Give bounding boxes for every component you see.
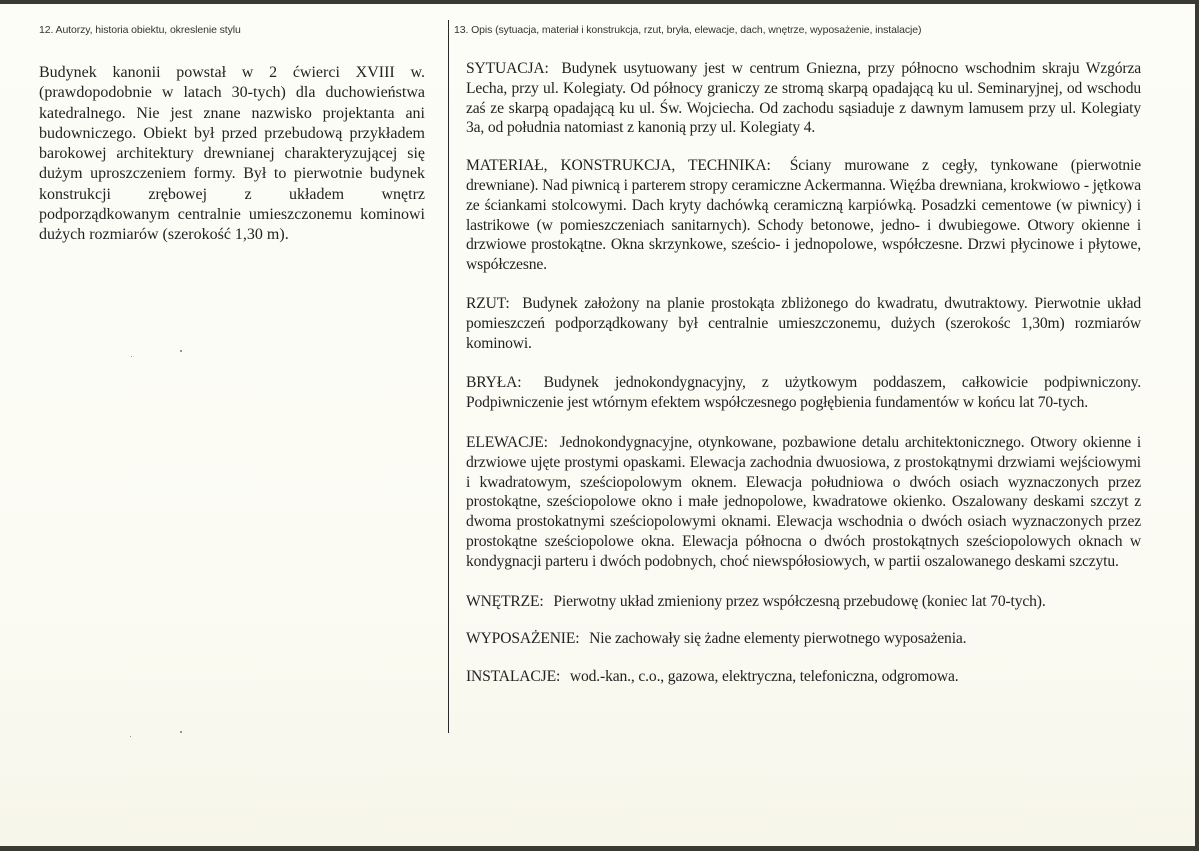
- section-text: Ściany murowane z cegły, tynkowane (pierwotnie drewniane). Nad piwnicą i parterem stropy ceramiczne Ackermanna. Więźba drewniana, krokwiowo - jętkowa ze ściankami stolcowymi. Dach kryty dachówką ceramiczną karpiówką. Posadzki cementowe (w piwnicy) i lastrikowe (w pomieszczeniach sanitarnych). Schody betonowe, jedno- i dwubiegowe. Otwory okienne i drzwiowe prostokątne. Okna skrzynkowe, sześcio- i jednopolowe, współczesne. Drzwi płycinowe i płytowe, współczesne.: [466, 157, 1142, 274]
- scan-speck: [130, 736, 131, 737]
- section-instalacje: [466, 667, 1141, 687]
- section-sytuacja: [466, 59, 1141, 138]
- section-heading: RZUT:: [466, 294, 510, 312]
- section-text: Pierwotny układ zmieniony przez współczesną przebudowę (koniec lat 70-tych).: [553, 592, 1046, 610]
- section-rzut: [466, 294, 1141, 353]
- scan-speck: [180, 350, 182, 352]
- section-wyposazenie: [466, 629, 1141, 649]
- section-text: Budynek usytuowany jest w centrum Gniezna, przy północno wschodnim skraju Wzgórza Lecha, przy ul. Kolegiaty. Od północy graniczy ze stromą skarpą opadającą ku ul. Seminaryjnej, od wschodu zaś ze skarpą opadającą ku ul. Św. Wojciecha. Od zachodu sąsiaduje z dawnym lamusem przy ul. Kolegiaty 3a, od południa natomiast z kanonią przy ul. Kolegiaty 4.: [466, 60, 1141, 137]
- field-13-label: 13. Opis (sytuacja, materiał i konstrukcja, rzut, bryła, elewacje, dach, wnętrze, wyposażenie, instalacje): [454, 24, 922, 36]
- section-elewacje: [466, 433, 1141, 572]
- section-text: Jednokondygnacyjne, otynkowane, pozbawione detalu architektonicznego. Otwory okienne i drzwiowe ujęte prostymi opaskami. Elewacja zachodnia dwuosiowa, z prostokątnymi drzwiami wejściowymi i kwadratowym, sześciopolowym oknem. Elewacja południowa o dwóch osiach wyznaczonych przez prostokątne, sześciopolowe okno i małe jednopolowe, kwadratowe okienko. Oszalowany deskami szczyt z dwoma prostokatnymi sześciopolowymi oknami. Elewacja wschodnia o dwóch osiach wyznaczonych przez prostokątne sześciopolowe okna. Elewacja północna o dwóch prostokątnych sześciopolowych oknach w kondygnacji parteru i dwóch podobnych, choć niewspółosiowych, w partii oszalowanego deskami szczytu.: [466, 433, 1142, 570]
- section-material-konstrukcja: [466, 156, 1141, 275]
- field-13-description: [466, 59, 1141, 687]
- section-heading: WYPOSAŻENIE:: [466, 630, 580, 648]
- field-12-label: 12. Autorzy, historia obiektu, okreslenie stylu: [39, 24, 241, 36]
- section-text: Budynek jednokondygnacyjny, z użytkowym poddaszem, całkowicie podpiwniczony. Podpiwniczenie jest wtórnym efektem współczesnego pogłębienia fundamentów w końcu lat 70-tych.: [466, 374, 1142, 412]
- section-text: wod.-kan., c.o., gazowa, elektryczna, telefoniczna, odgromowa.: [569, 668, 959, 686]
- section-wnetrze: [466, 592, 1141, 612]
- section-heading: INSTALACJE:: [466, 668, 561, 686]
- field-12-history-text: Budynek kanonii powstał w 2 ćwierci XVIII w. (prawdopodobnie w latach 30-tych) dla duchowieństwa katedralnego. Nie jest znane nazwisko projektanta ani budowniczego. Obiekt był przed przebudową przykładem barokowej architektury drewnianej charakteryzującej się dużym uproszczeniem formy. Był to pierwotnie budynek konstrukcji zrębowej z układem wnętrz podporządkowanym centralnie umieszczonemu kominowi dużych rozmiarów (szerokość 1,30 m).: [39, 64, 425, 244]
- section-heading: ELEWACJE:: [466, 433, 548, 451]
- section-text: Budynek założony na planie prostokąta zbliżonego do kwadratu, dwutraktowy. Pierwotnie układ pomieszczeń podporządkowany był centralnie umieszczonemu, dużych (szerokośc 1,30m) rozmiarów kominowi.: [466, 294, 1141, 352]
- section-heading: SYTUACJA:: [466, 60, 549, 77]
- section-heading: WNĘTRZE:: [466, 592, 544, 610]
- scan-speck: [180, 731, 182, 733]
- section-heading: BRYŁA:: [466, 374, 522, 392]
- section-heading: MATERIAŁ, KONSTRUKCJA, TECHNIKA:: [466, 157, 771, 175]
- document-page: [0, 4, 1195, 846]
- section-bryla: [466, 373, 1141, 413]
- section-text: Nie zachowały się żadne elementy pierwotnego wyposażenia.: [589, 630, 967, 648]
- column-divider: [448, 20, 449, 733]
- scan-speck: [131, 356, 132, 357]
